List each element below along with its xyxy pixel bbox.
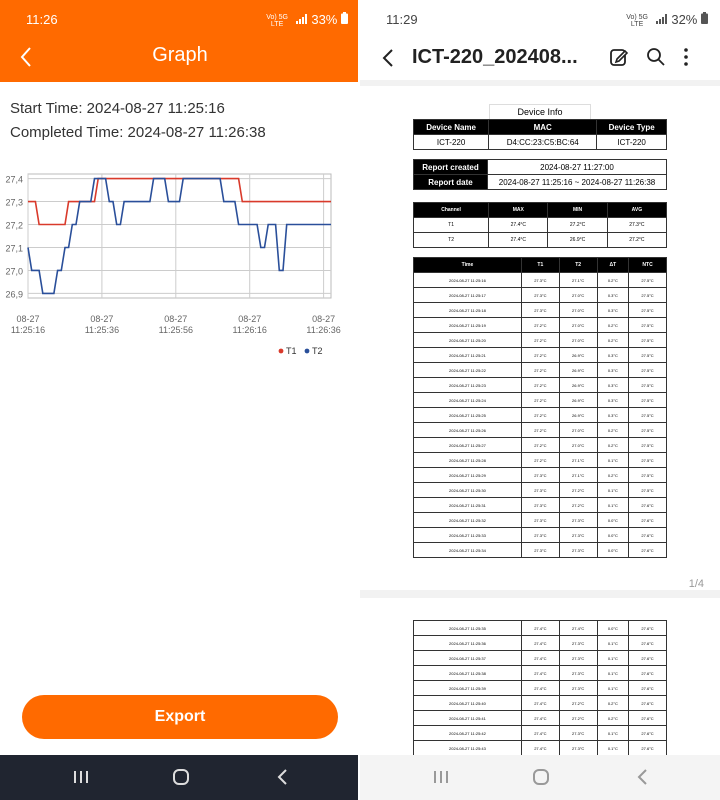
table-cell: 27.6°C bbox=[629, 666, 667, 681]
page-title: Graph bbox=[152, 44, 208, 66]
table-cell: 0.3°C bbox=[597, 288, 629, 303]
table-cell: 2024-08-27 11:25:23 bbox=[414, 378, 522, 393]
battery-percent: 33% bbox=[311, 12, 338, 27]
table-cell: 27.3°C bbox=[521, 273, 559, 288]
home-icon[interactable] bbox=[171, 767, 191, 787]
table-cell: 2024-08-27 11:25:21 bbox=[414, 348, 522, 363]
table-cell: 27.2°C bbox=[548, 218, 607, 233]
table-cell: 0.1°C bbox=[597, 651, 629, 666]
table-cell: 27.5°C bbox=[629, 273, 667, 288]
table-cell: 26.9°C bbox=[559, 348, 597, 363]
table-row bbox=[414, 513, 667, 528]
report-created-label: Report created bbox=[414, 160, 488, 175]
table-cell: 27.5°C bbox=[629, 333, 667, 348]
table-cell: 26.9°C bbox=[559, 393, 597, 408]
table-cell: 2024-08-27 11:25:16 bbox=[414, 273, 522, 288]
table-cell: 2024-08-27 11:25:24 bbox=[414, 393, 522, 408]
export-button[interactable]: Export bbox=[22, 695, 338, 739]
table-cell: 27.5°C bbox=[629, 423, 667, 438]
table-cell: 27.4°C bbox=[521, 651, 559, 666]
table-cell: 0.0°C bbox=[597, 513, 629, 528]
table-cell: 26.9°C bbox=[559, 408, 597, 423]
table-cell: 2024-08-27 11:25:36 bbox=[414, 636, 522, 651]
table-row bbox=[414, 666, 667, 681]
table-cell: 27.5°C bbox=[629, 453, 667, 468]
table-row bbox=[414, 621, 667, 636]
status-bar bbox=[360, 0, 720, 36]
table-cell: 26.9°C bbox=[559, 363, 597, 378]
table-cell: 27.2°C bbox=[559, 483, 597, 498]
y-tick-label: 27,2 bbox=[5, 220, 23, 231]
legend-marker-t1 bbox=[279, 349, 284, 354]
table-cell: 27.1°C bbox=[559, 468, 597, 483]
table-cell: 0.2°C bbox=[597, 318, 629, 333]
table-cell: 27.4°C bbox=[521, 726, 559, 741]
table-cell: 27.3°C bbox=[559, 513, 597, 528]
nav-back-icon[interactable] bbox=[634, 767, 652, 787]
delta-t-header: ΔT bbox=[597, 258, 629, 273]
table-cell: 2024-08-27 11:25:39 bbox=[414, 681, 522, 696]
network-indicator: Vo) 5G LTE bbox=[266, 13, 288, 28]
table-cell: 27.2°C bbox=[607, 233, 666, 248]
recent-apps-icon[interactable] bbox=[432, 767, 450, 787]
table-cell: 27.3°C bbox=[521, 528, 559, 543]
x-tick-label-date: 08-27 bbox=[16, 314, 40, 324]
table-cell: 27.6°C bbox=[629, 636, 667, 651]
device-info-caption: Device Info bbox=[489, 104, 591, 119]
table-cell: 27.6°C bbox=[629, 711, 667, 726]
table-row bbox=[414, 636, 667, 651]
channel-header: Channel bbox=[414, 203, 489, 218]
back-arrow-icon[interactable] bbox=[378, 46, 398, 75]
table-cell: 0.1°C bbox=[597, 453, 629, 468]
table-row bbox=[414, 363, 667, 378]
device-header-name: Device Name bbox=[414, 120, 489, 135]
table-cell: 27.0°C bbox=[559, 288, 597, 303]
table-row bbox=[414, 333, 667, 348]
table-row bbox=[414, 438, 667, 453]
table-cell: 0.2°C bbox=[597, 696, 629, 711]
table-cell: 27.6°C bbox=[629, 513, 667, 528]
table-cell: 0.1°C bbox=[597, 636, 629, 651]
table-cell: 27.0°C bbox=[559, 423, 597, 438]
app-bar bbox=[0, 36, 360, 82]
table-cell: 27.4°C bbox=[521, 666, 559, 681]
table-cell: 27.4°C bbox=[489, 233, 548, 248]
table-cell: 27.3°C bbox=[521, 513, 559, 528]
x-tick-label-time: 11:25:16 bbox=[10, 325, 46, 335]
table-cell: 27.4°C bbox=[521, 696, 559, 711]
table-cell: 27.5°C bbox=[629, 408, 667, 423]
x-tick-label-date: 08-27 bbox=[164, 314, 188, 324]
table-cell: 27.3°C bbox=[559, 666, 597, 681]
table-cell: 27.3°C bbox=[559, 681, 597, 696]
time-summary bbox=[10, 97, 266, 145]
table-row bbox=[414, 741, 667, 756]
table-cell: 27.3°C bbox=[521, 483, 559, 498]
table-cell: 27.3°C bbox=[607, 218, 666, 233]
table-cell: 0.3°C bbox=[597, 348, 629, 363]
table-row bbox=[414, 288, 667, 303]
table-cell: 0.3°C bbox=[597, 363, 629, 378]
report-info-table bbox=[413, 159, 667, 190]
table-cell: 2024-08-27 11:25:37 bbox=[414, 651, 522, 666]
table-cell: 27.6°C bbox=[629, 528, 667, 543]
device-header-type: Device Type bbox=[597, 120, 667, 135]
min-header: MIN bbox=[548, 203, 607, 218]
table-cell: 27.6°C bbox=[629, 726, 667, 741]
table-cell: 2024-08-27 11:25:35 bbox=[414, 621, 522, 636]
table-cell: 27.3°C bbox=[559, 543, 597, 558]
report-created-value: 2024-08-27 11:27:00 bbox=[488, 160, 667, 175]
y-tick-label: 27,4 bbox=[5, 174, 23, 185]
table-cell: 0.3°C bbox=[597, 303, 629, 318]
table-cell: 27.6°C bbox=[629, 621, 667, 636]
status-bar bbox=[0, 0, 360, 36]
table-cell: 0.3°C bbox=[597, 408, 629, 423]
status-time: 11:26 bbox=[26, 12, 58, 27]
table-row bbox=[414, 498, 667, 513]
table-cell: 27.1°C bbox=[559, 453, 597, 468]
table-cell: 27.0°C bbox=[559, 438, 597, 453]
table-cell: 27.5°C bbox=[629, 288, 667, 303]
table-cell: 0.1°C bbox=[597, 498, 629, 513]
android-nav-bar bbox=[0, 755, 360, 800]
t1-header: T1 bbox=[521, 258, 559, 273]
table-cell: 0.3°C bbox=[597, 378, 629, 393]
start-time: Start Time: 2024-08-27 11:25:16 bbox=[10, 100, 225, 117]
android-nav-bar bbox=[360, 755, 720, 800]
table-row bbox=[414, 378, 667, 393]
table-cell: 27.4°C bbox=[489, 218, 548, 233]
x-tick-label-date: 08-27 bbox=[238, 314, 262, 324]
series-line-t2 bbox=[28, 179, 331, 294]
table-row bbox=[414, 711, 667, 726]
legend-label-t2: T2 bbox=[312, 346, 323, 356]
table-row bbox=[414, 423, 667, 438]
device-name-value: ICT-220 bbox=[414, 135, 489, 150]
table-cell: 27.2°C bbox=[521, 393, 559, 408]
table-cell: 26.9°C bbox=[548, 233, 607, 248]
table-cell: 27.0°C bbox=[559, 303, 597, 318]
table-row bbox=[414, 348, 667, 363]
table-cell: 2024-08-27 11:25:22 bbox=[414, 363, 522, 378]
table-row bbox=[414, 528, 667, 543]
table-row bbox=[414, 726, 667, 741]
readings-table bbox=[413, 257, 667, 558]
table-cell: 0.2°C bbox=[597, 273, 629, 288]
table-cell: 27.3°C bbox=[559, 741, 597, 756]
status-time: 11:29 bbox=[386, 12, 418, 27]
table-cell: 27.2°C bbox=[521, 378, 559, 393]
completed-time: Completed Time: 2024-08-27 11:26:38 bbox=[10, 124, 266, 141]
network-indicator: Vo) 5G LTE bbox=[626, 13, 648, 28]
table-cell: 27.2°C bbox=[521, 348, 559, 363]
max-header: MAX bbox=[489, 203, 548, 218]
table-cell: 2024-08-27 11:25:40 bbox=[414, 696, 522, 711]
table-cell: 2024-08-27 11:25:18 bbox=[414, 303, 522, 318]
temperature-line-chart bbox=[0, 162, 360, 362]
table-cell: 27.0°C bbox=[559, 333, 597, 348]
status-right bbox=[266, 12, 348, 28]
report-date-label: Report date bbox=[414, 175, 488, 190]
table-cell: 27.6°C bbox=[629, 696, 667, 711]
table-row bbox=[414, 233, 667, 248]
table-cell: 27.3°C bbox=[521, 303, 559, 318]
channel-summary-table bbox=[413, 202, 667, 248]
signal-icon bbox=[296, 12, 312, 27]
signal-icon bbox=[656, 12, 672, 27]
table-row bbox=[414, 453, 667, 468]
table-cell: 0.0°C bbox=[597, 543, 629, 558]
table-cell: 2024-08-27 11:25:34 bbox=[414, 543, 522, 558]
time-header: Time bbox=[414, 258, 522, 273]
table-cell: 27.4°C bbox=[521, 711, 559, 726]
search-icon[interactable] bbox=[645, 46, 667, 73]
pdf-page-2 bbox=[360, 598, 720, 755]
table-cell: 2024-08-27 11:25:27 bbox=[414, 438, 522, 453]
table-row bbox=[414, 218, 667, 233]
report-date-value: 2024-08-27 11:25:16 ~ 2024-08-27 11:26:38 bbox=[488, 175, 667, 190]
table-cell: 27.5°C bbox=[629, 438, 667, 453]
ntc-header: NTC bbox=[629, 258, 667, 273]
table-cell: 27.2°C bbox=[521, 333, 559, 348]
table-row bbox=[414, 303, 667, 318]
table-cell: 27.2°C bbox=[521, 453, 559, 468]
table-cell: 0.1°C bbox=[597, 666, 629, 681]
table-cell: 27.3°C bbox=[521, 498, 559, 513]
document-title: ICT-220_202408... bbox=[412, 46, 578, 68]
table-cell: 27.5°C bbox=[629, 348, 667, 363]
table-cell: 2024-08-27 11:25:19 bbox=[414, 318, 522, 333]
more-options-icon[interactable] bbox=[682, 46, 690, 73]
page-indicator: 1/4 bbox=[688, 578, 704, 590]
avg-header: AVG bbox=[607, 203, 666, 218]
table-cell: 0.3°C bbox=[597, 393, 629, 408]
table-row bbox=[414, 651, 667, 666]
t2-header: T2 bbox=[559, 258, 597, 273]
table-cell: 2024-08-27 11:25:28 bbox=[414, 453, 522, 468]
table-cell: 2024-08-27 11:25:17 bbox=[414, 288, 522, 303]
table-cell: 27.0°C bbox=[559, 318, 597, 333]
pdf-page-1 bbox=[360, 86, 720, 590]
nav-back-icon[interactable] bbox=[274, 767, 292, 787]
x-tick-label-time: 11:25:36 bbox=[84, 325, 120, 335]
table-cell: 27.4°C bbox=[521, 741, 559, 756]
table-cell: 27.3°C bbox=[521, 468, 559, 483]
table-cell: 0.1°C bbox=[597, 483, 629, 498]
home-icon[interactable] bbox=[531, 767, 551, 787]
table-cell: 27.2°C bbox=[559, 711, 597, 726]
status-right bbox=[626, 12, 708, 28]
table-cell: 0.0°C bbox=[597, 528, 629, 543]
table-cell: 27.2°C bbox=[521, 363, 559, 378]
table-cell: 27.6°C bbox=[629, 741, 667, 756]
table-cell: 0.1°C bbox=[597, 726, 629, 741]
legend-label-t1: T1 bbox=[286, 346, 297, 356]
y-tick-label: 27,3 bbox=[5, 197, 23, 208]
table-cell: 27.5°C bbox=[629, 483, 667, 498]
table-cell: 0.1°C bbox=[597, 681, 629, 696]
battery-percent: 32% bbox=[671, 12, 698, 27]
table-cell: 0.2°C bbox=[597, 438, 629, 453]
y-tick-label: 27,0 bbox=[5, 266, 23, 277]
table-cell: 2024-08-27 11:25:29 bbox=[414, 468, 522, 483]
table-cell: 27.3°C bbox=[521, 543, 559, 558]
table-row bbox=[414, 696, 667, 711]
table-cell: 2024-08-27 11:25:43 bbox=[414, 741, 522, 756]
table-cell: 27.5°C bbox=[629, 303, 667, 318]
table-cell: 2024-08-27 11:25:41 bbox=[414, 711, 522, 726]
table-row bbox=[414, 543, 667, 558]
table-row bbox=[414, 393, 667, 408]
device-info-table bbox=[413, 119, 667, 150]
table-cell: 0.1°C bbox=[597, 741, 629, 756]
table-cell: T2 bbox=[414, 233, 489, 248]
table-cell: 27.4°C bbox=[559, 621, 597, 636]
table-cell: 27.6°C bbox=[629, 681, 667, 696]
table-cell: 0.2°C bbox=[597, 711, 629, 726]
table-cell: 27.1°C bbox=[559, 273, 597, 288]
recent-apps-icon[interactable] bbox=[72, 767, 90, 787]
y-tick-label: 26,9 bbox=[5, 289, 23, 300]
table-cell: 27.6°C bbox=[629, 543, 667, 558]
device-type-value: ICT-220 bbox=[597, 135, 667, 150]
table-cell: 2024-08-27 11:25:25 bbox=[414, 408, 522, 423]
table-cell: 2024-08-27 11:25:26 bbox=[414, 423, 522, 438]
x-tick-label-time: 11:26:36 bbox=[306, 325, 341, 335]
table-cell: 27.2°C bbox=[521, 423, 559, 438]
table-cell: 27.3°C bbox=[521, 288, 559, 303]
table-cell: 2024-08-27 11:25:20 bbox=[414, 333, 522, 348]
table-cell: 27.3°C bbox=[559, 651, 597, 666]
table-cell: 27.5°C bbox=[629, 318, 667, 333]
y-tick-label: 27,1 bbox=[5, 243, 23, 254]
table-cell: 0.2°C bbox=[597, 423, 629, 438]
table-cell: 26.9°C bbox=[559, 378, 597, 393]
x-tick-label-date: 08-27 bbox=[90, 314, 114, 324]
table-cell: 27.2°C bbox=[521, 438, 559, 453]
x-tick-label-time: 11:26:16 bbox=[232, 325, 267, 335]
edit-icon[interactable] bbox=[608, 46, 630, 73]
table-cell: 27.4°C bbox=[521, 681, 559, 696]
table-cell: 27.6°C bbox=[629, 498, 667, 513]
table-cell: 0.2°C bbox=[597, 468, 629, 483]
x-tick-label-date: 08-27 bbox=[312, 314, 336, 324]
battery-icon bbox=[341, 12, 348, 27]
table-cell: 27.2°C bbox=[521, 408, 559, 423]
table-row bbox=[414, 273, 667, 288]
table-cell: 27.5°C bbox=[629, 363, 667, 378]
table-cell: 27.3°C bbox=[559, 636, 597, 651]
table-cell: 0.0°C bbox=[597, 621, 629, 636]
table-row bbox=[414, 318, 667, 333]
table-cell: 27.3°C bbox=[559, 528, 597, 543]
table-cell: 0.2°C bbox=[597, 333, 629, 348]
table-cell: 27.4°C bbox=[521, 621, 559, 636]
table-row bbox=[414, 483, 667, 498]
table-cell: 2024-08-27 11:25:31 bbox=[414, 498, 522, 513]
table-cell: 2024-08-27 11:25:33 bbox=[414, 528, 522, 543]
x-tick-label-time: 11:25:56 bbox=[158, 325, 193, 335]
table-cell: 27.6°C bbox=[629, 651, 667, 666]
table-cell: 2024-08-27 11:25:30 bbox=[414, 483, 522, 498]
table-cell: 27.5°C bbox=[629, 393, 667, 408]
table-cell: 27.5°C bbox=[629, 378, 667, 393]
battery-icon bbox=[701, 12, 708, 27]
device-header-mac: MAC bbox=[489, 120, 597, 135]
device-mac-value: D4:CC:23:C5:BC:64 bbox=[489, 135, 597, 150]
table-cell: 27.5°C bbox=[629, 468, 667, 483]
legend-marker-t2 bbox=[305, 349, 310, 354]
table-cell: 27.2°C bbox=[521, 318, 559, 333]
viewer-toolbar bbox=[360, 36, 720, 80]
table-cell: 2024-08-27 11:25:38 bbox=[414, 666, 522, 681]
table-row bbox=[414, 468, 667, 483]
table-cell: 2024-08-27 11:25:42 bbox=[414, 726, 522, 741]
table-cell: T1 bbox=[414, 218, 489, 233]
readings-table bbox=[413, 620, 667, 756]
table-cell: 27.2°C bbox=[559, 696, 597, 711]
table-row bbox=[414, 408, 667, 423]
table-row bbox=[414, 681, 667, 696]
table-cell: 27.2°C bbox=[559, 498, 597, 513]
table-cell: 2024-08-27 11:25:32 bbox=[414, 513, 522, 528]
pdf-viewer-screen bbox=[360, 0, 720, 800]
table-cell: 27.3°C bbox=[559, 726, 597, 741]
table-cell: 27.4°C bbox=[521, 636, 559, 651]
